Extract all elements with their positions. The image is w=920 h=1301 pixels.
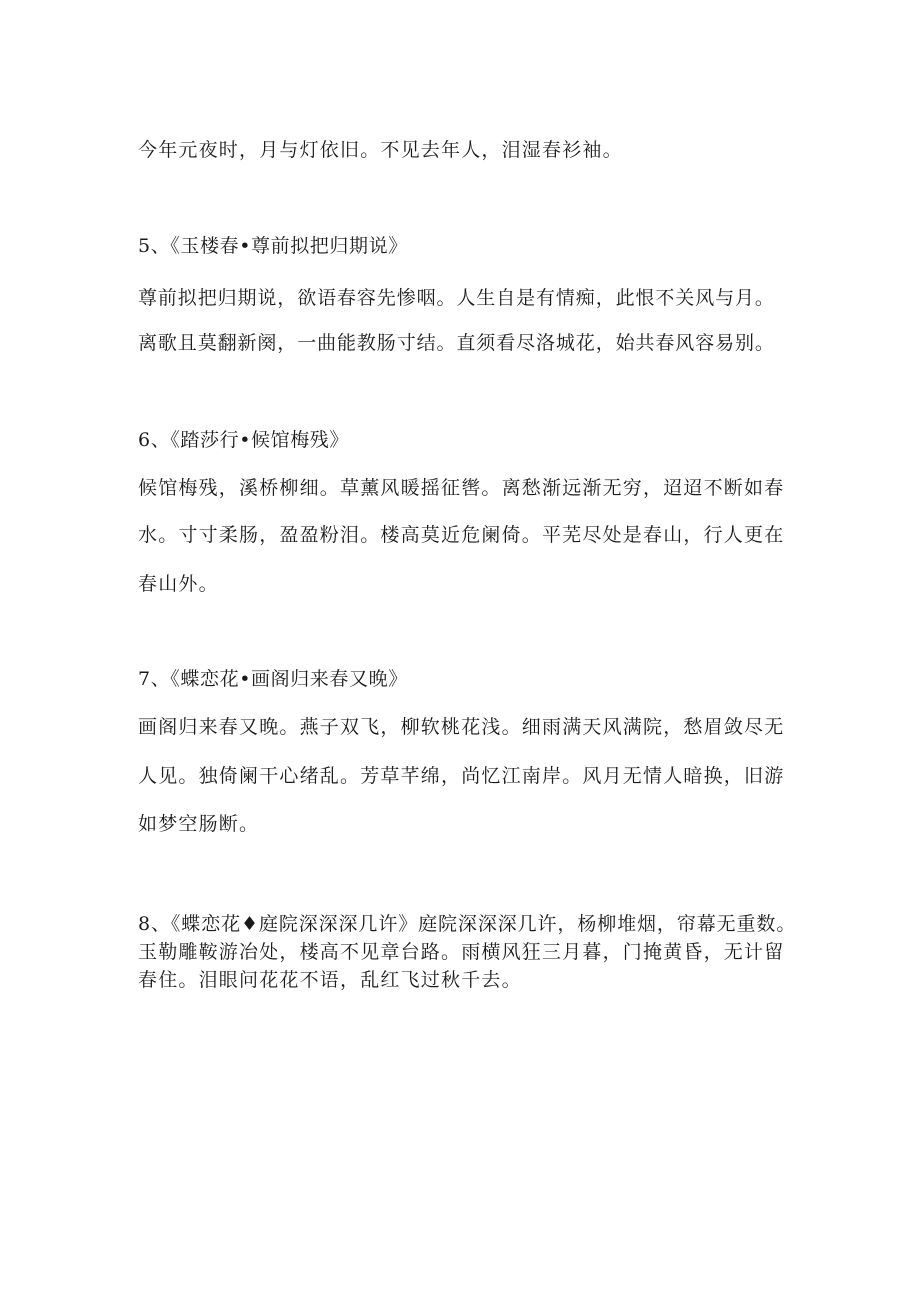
poem-5-line-1: 尊前拟把归期说，欲语春容先惨咽。人生自是有情痴，此恨不关风与月。	[138, 287, 775, 309]
poem-8-line-3: 春住。泪眼问花花不语，乱红飞过秋千去。	[138, 969, 522, 991]
poem-6-line-3: 春山外。	[138, 573, 219, 595]
poem-7-line-2: 人见。独倚阑干心绪乱。芳草芊绵，尚忆江南岸。风月无情人暗换，旧游	[138, 765, 785, 787]
poem-7-line-3: 如梦空肠断。	[138, 813, 260, 835]
poem-5-line-2: 离歌且莫翻新阕，一曲能教肠寸结。直须看尽洛城花，始共春风容易别。	[138, 332, 775, 354]
poem-7-title: 7、《蝶恋花•画阁归来春又晚》	[138, 668, 408, 690]
poem-8-line-2: 玉勒雕鞍游冶处，楼高不见章台路。雨横风狂三月暮，门掩黄昏，无计留	[138, 941, 785, 963]
poem-6-line-2: 水。寸寸柔肠，盈盈粉泪。楼高莫近危阑倚。平芜尽处是春山，行人更在	[138, 524, 785, 546]
poem-6-title: 6、《踏莎行•候馆梅残》	[138, 429, 349, 451]
poem-7-line-1: 画阁归来春又晚。燕子双飞，柳软桃花浅。细雨满天风满院，愁眉敛尽无	[138, 716, 785, 738]
poem-8-line-1: 8、《蝶恋花♦庭院深深深几许》庭院深深深几许，杨柳堆烟，帘幕无重数。	[138, 913, 797, 935]
poem-5-title: 5、《玉楼春•尊前拟把归期说》	[138, 235, 408, 257]
poem-6-line-1: 候馆梅残，溪桥柳细。草薰风暖摇征辔。离愁渐远渐无穷，迢迢不断如春	[138, 477, 785, 499]
poem-4-line-1: 今年元夜时，月与灯依旧。不见去年人，泪湿春衫袖。	[138, 139, 623, 161]
